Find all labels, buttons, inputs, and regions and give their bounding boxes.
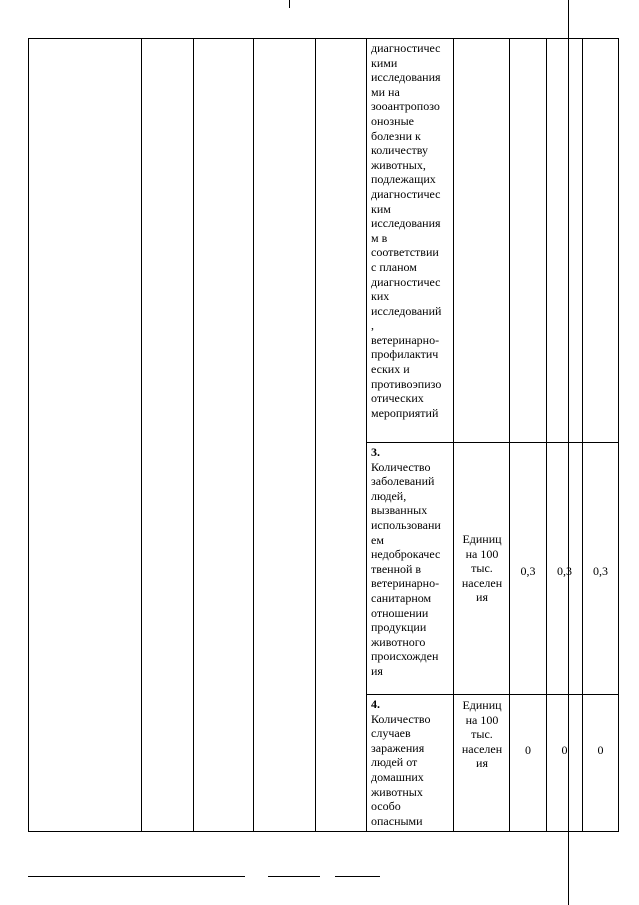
value-cell: 0 bbox=[597, 743, 604, 757]
value-cell: 0 bbox=[525, 743, 531, 757]
table-bottom-border bbox=[28, 831, 619, 832]
scan-bottom-line bbox=[28, 876, 245, 877]
indicator-number: 3. bbox=[371, 445, 380, 459]
table-left-border bbox=[28, 38, 29, 832]
column-divider bbox=[193, 38, 194, 832]
indicator-number: 4. bbox=[371, 697, 380, 711]
indicator-text: Количество заболеваний людей, вызванных использовани ем недоброкачес твенной в ветеринарно- санитарном отношении продукции животного происхожден ия bbox=[371, 459, 441, 678]
column-divider bbox=[546, 38, 547, 832]
indicator-text-cell: диагностичес кими исследования ми на зооантропозо онозные болезни к количеству животных, подлежащих диагностичес ким исследования м в соответствии с планом диагностичес ких исследований , ветеринарно- профилактич еских и противоэпизо отических мероприятий bbox=[371, 41, 442, 420]
scan-bottom-line bbox=[268, 876, 320, 877]
value-cell: 0,3 bbox=[593, 564, 608, 578]
unit-cell: Единиц на 100 тыс. населен ия bbox=[461, 698, 503, 771]
column-divider bbox=[253, 38, 254, 832]
row-divider bbox=[366, 694, 619, 695]
indicator-text: Количество случаев заражения людей от домашних животных особо опасными bbox=[371, 711, 431, 828]
indicator-cell bbox=[371, 445, 455, 679]
column-divider bbox=[141, 38, 142, 832]
table-right-border bbox=[618, 38, 619, 832]
unit-cell: Единиц на 100 тыс. населен ия bbox=[461, 532, 503, 605]
row-divider bbox=[366, 442, 619, 443]
column-divider bbox=[366, 38, 367, 832]
value-cell: 0,3 bbox=[557, 564, 572, 578]
value-cell: 0 bbox=[561, 743, 568, 757]
column-divider bbox=[509, 38, 510, 832]
scan-tick-mark bbox=[289, 0, 290, 8]
column-divider bbox=[582, 38, 583, 832]
column-divider bbox=[315, 38, 316, 832]
table-top-border bbox=[28, 38, 619, 39]
scan-bottom-line bbox=[335, 876, 380, 877]
indicator-cell bbox=[371, 697, 455, 828]
value-cell: 0,3 bbox=[520, 564, 536, 578]
scan-margin-line bbox=[568, 0, 569, 905]
